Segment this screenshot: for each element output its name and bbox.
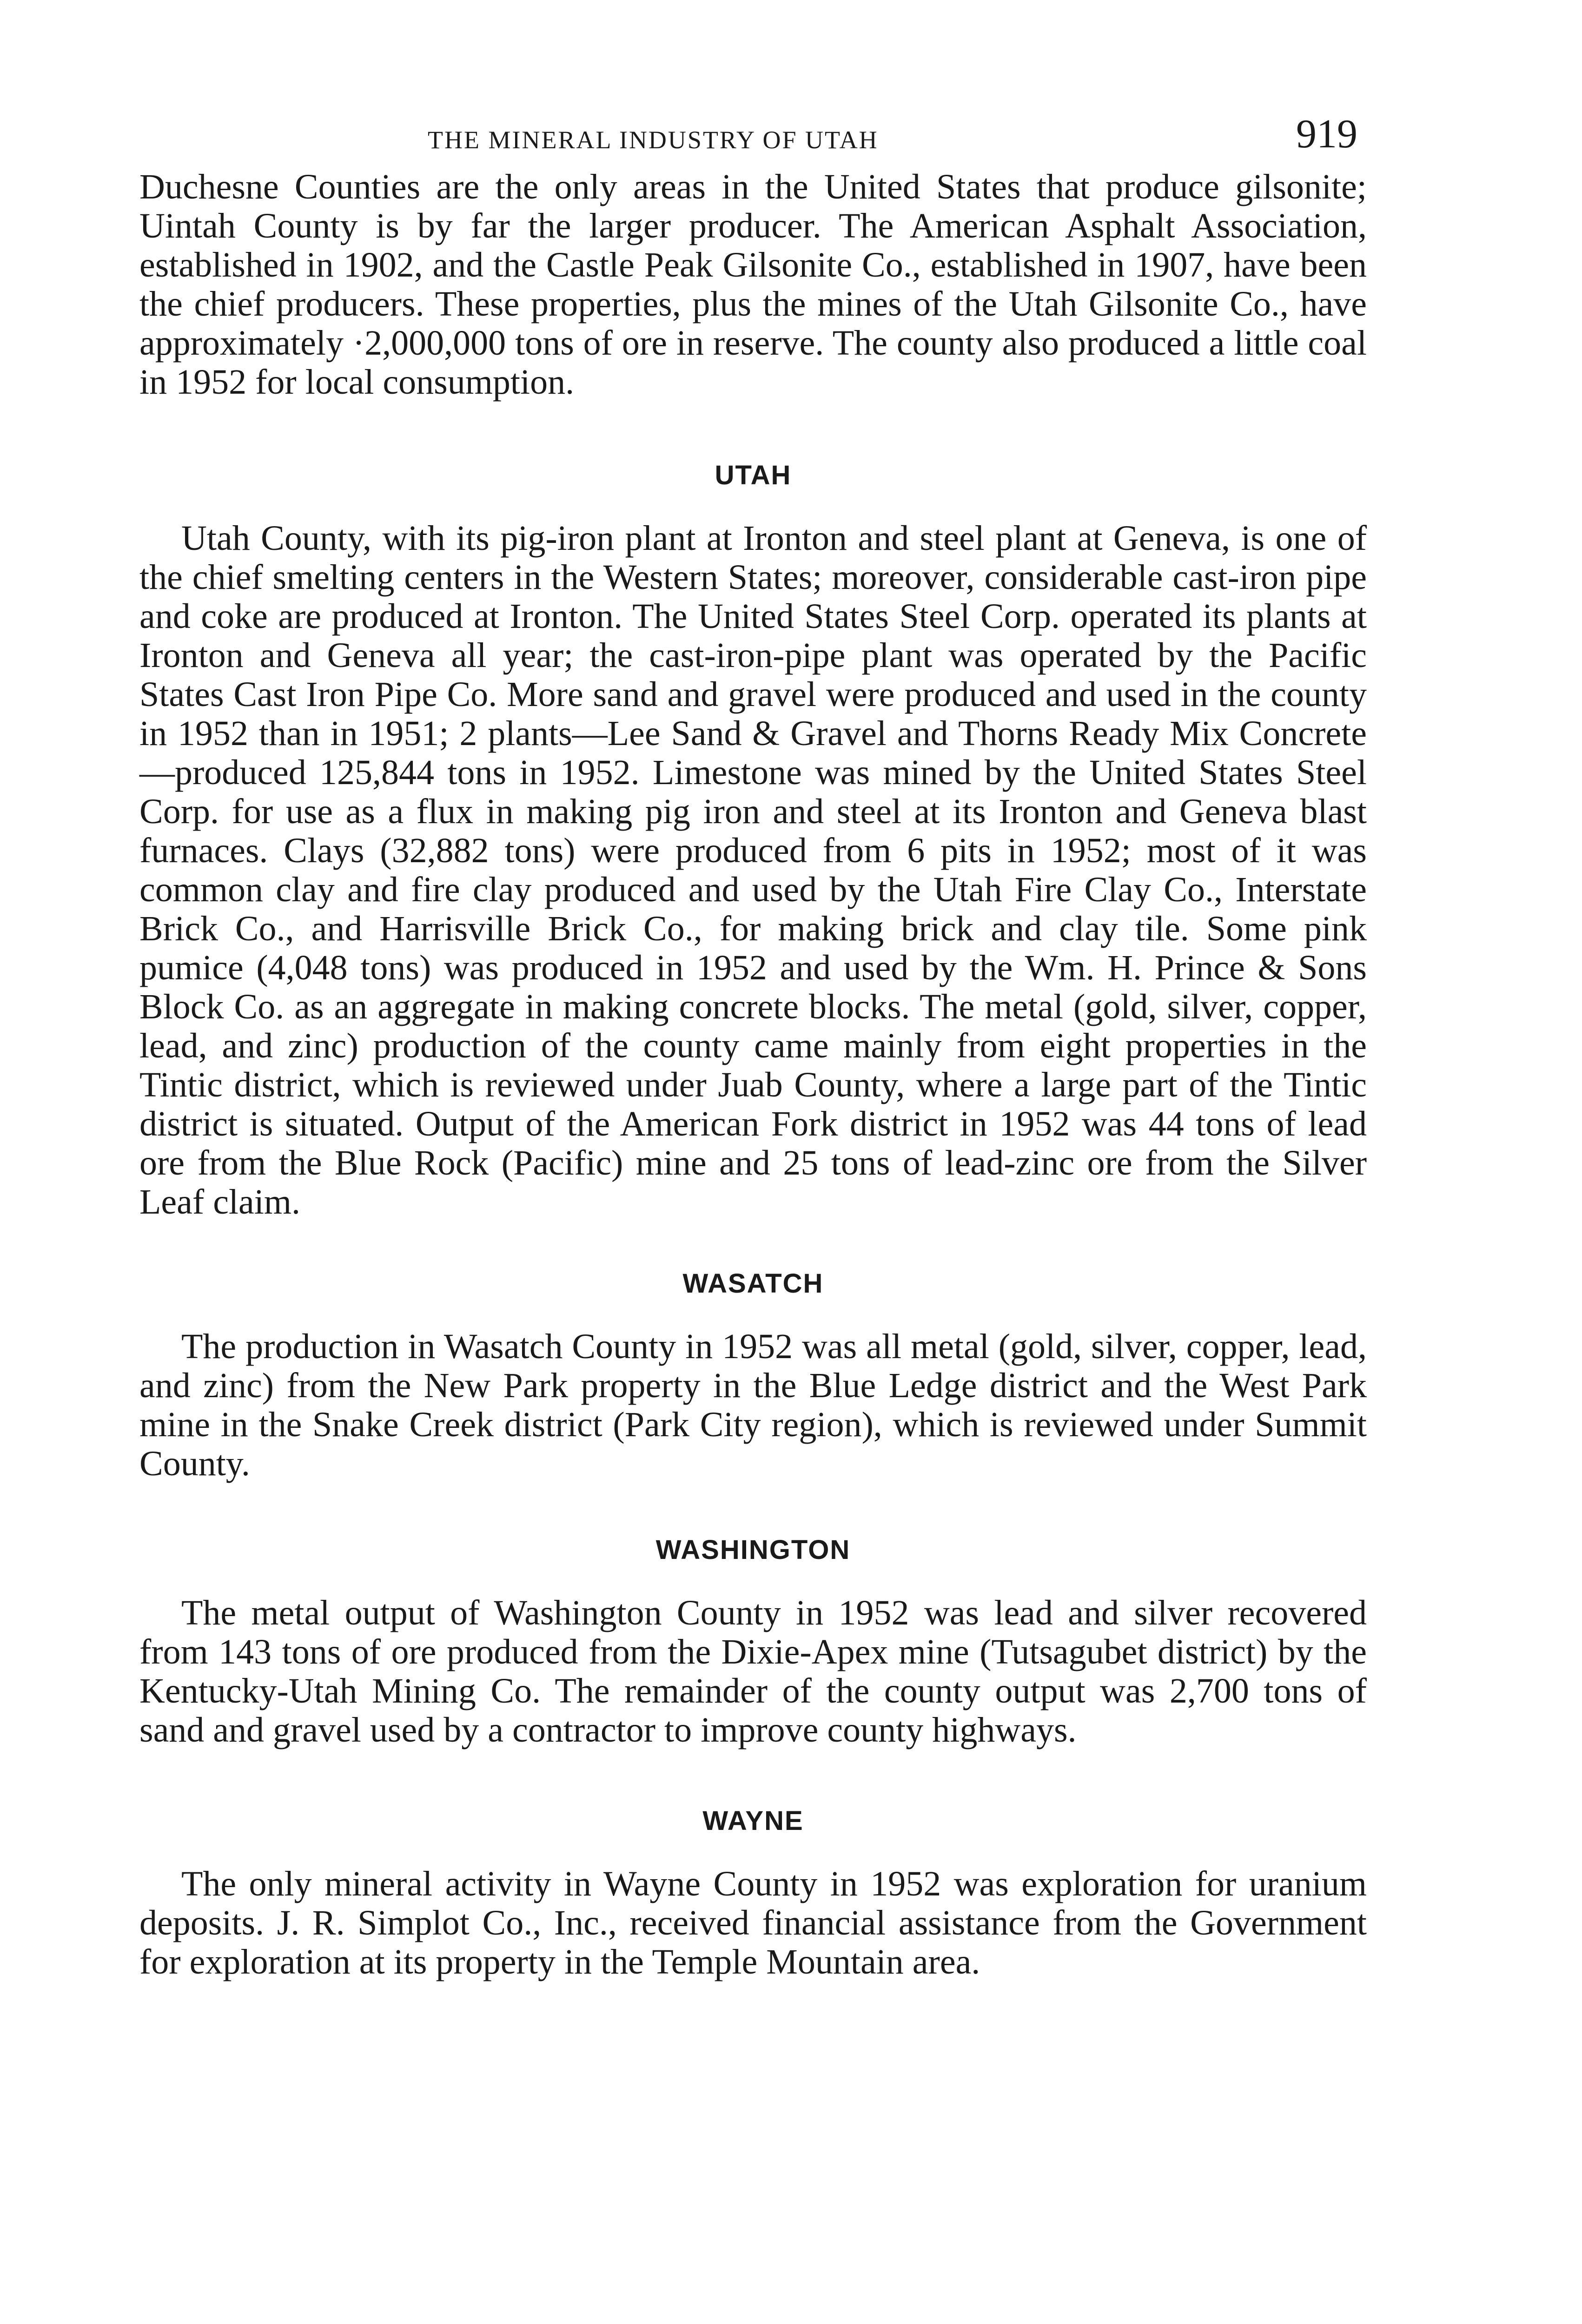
running-head bbox=[139, 107, 1367, 158]
section-heading-washington: WASHINGTON bbox=[655, 1535, 851, 1565]
section-text-washington: The metal output of Washington County in 1952 was lead and silver recovered from 143 tons of ore produced from the Dixie-Apex mine (Tutsagubet district) by the Kentucky-Utah Mining Co. The remainder of the county output was 2,700 tons of sand and gravel used by a contractor to improve county highways. bbox=[139, 1593, 1367, 1750]
section-text-wayne: The only mineral activity in Wayne County in 1952 was exploration for uranium deposits. J. R. Simplot Co., Inc., received financial assistance from the Government for exploration at its property in the Temple Mountain area. bbox=[139, 1864, 1367, 1981]
section-text-utah: Utah County, with its pig-iron plant at Ironton and steel plant at Geneva, is one of the chief smelting centers in the Western States; moreover, considerable cast-iron pipe and coke are produced at Ironton. The United States Steel Corp. operated its plants at Ironton and Geneva all year; the cast-iron-pipe plant was operated by the Pacific States Cast Iron Pipe Co. More sand and gravel were produced and used in the county in 1952 than in 1951; 2 plants—Lee Sand & Gravel and Thorns Ready Mix Concrete—produced 125,844 tons in 1952. Limestone was mined by the United States Steel Corp. for use as a flux in making pig iron and steel at its Ironton and Geneva blast furnaces. Clays (32,882 tons) were produced from 6 pits in 1952; most of it was common clay and fire clay produced and used by the Utah Fire Clay Co., Interstate Brick Co., and Harrisville Brick Co., for making brick and clay tile. Some pink pumice (4,048 tons) was produced in 1952 and used by the Wm. H. Prince & Sons Block Co. as an aggregate in making concrete blocks. The metal (gold, silver, copper, lead, and zinc) production of the county came mainly from eight properties in the Tintic district, which is reviewed under Juab County, where a large part of the Tintic district is situated. Output of the American Fork district in 1952 was 44 tons of lead ore from the Blue Rock (Pacific) mine and 25 tons of lead-zinc ore from the Silver Leaf claim. bbox=[139, 519, 1367, 1221]
section-heading-utah: UTAH bbox=[715, 460, 792, 490]
section-heading-wasatch: WASATCH bbox=[682, 1268, 824, 1299]
section-text-wasatch: The production in Wasatch County in 1952 was all metal (gold, silver, copper, lead, and zinc) from the New Park property in the Blue Ledge district and the West Park mine in the Snake Creek district (Park City region), which is reviewed under Summit County. bbox=[139, 1327, 1367, 1483]
page-number: 919 bbox=[1296, 112, 1357, 157]
document-page bbox=[139, 107, 1367, 1981]
intro-paragraph: Duchesne Counties are the only areas in the United States that produce gilsonite; Uintah County is by far the larger producer. The American Asphalt Association, established in 1902, and the Castle Peak Gilsonite Co., established in 1907, have been the chief producers. These properties, plus the mines of the Utah Gilsonite Co., have approximately ·2,000,000 tons of ore in reserve. The county also produced a little coal in 1952 for local consumption. bbox=[139, 167, 1367, 402]
section-heading-wayne: WAYNE bbox=[702, 1806, 804, 1836]
running-title: THE MINERAL INDUSTRY OF UTAH bbox=[428, 126, 879, 154]
